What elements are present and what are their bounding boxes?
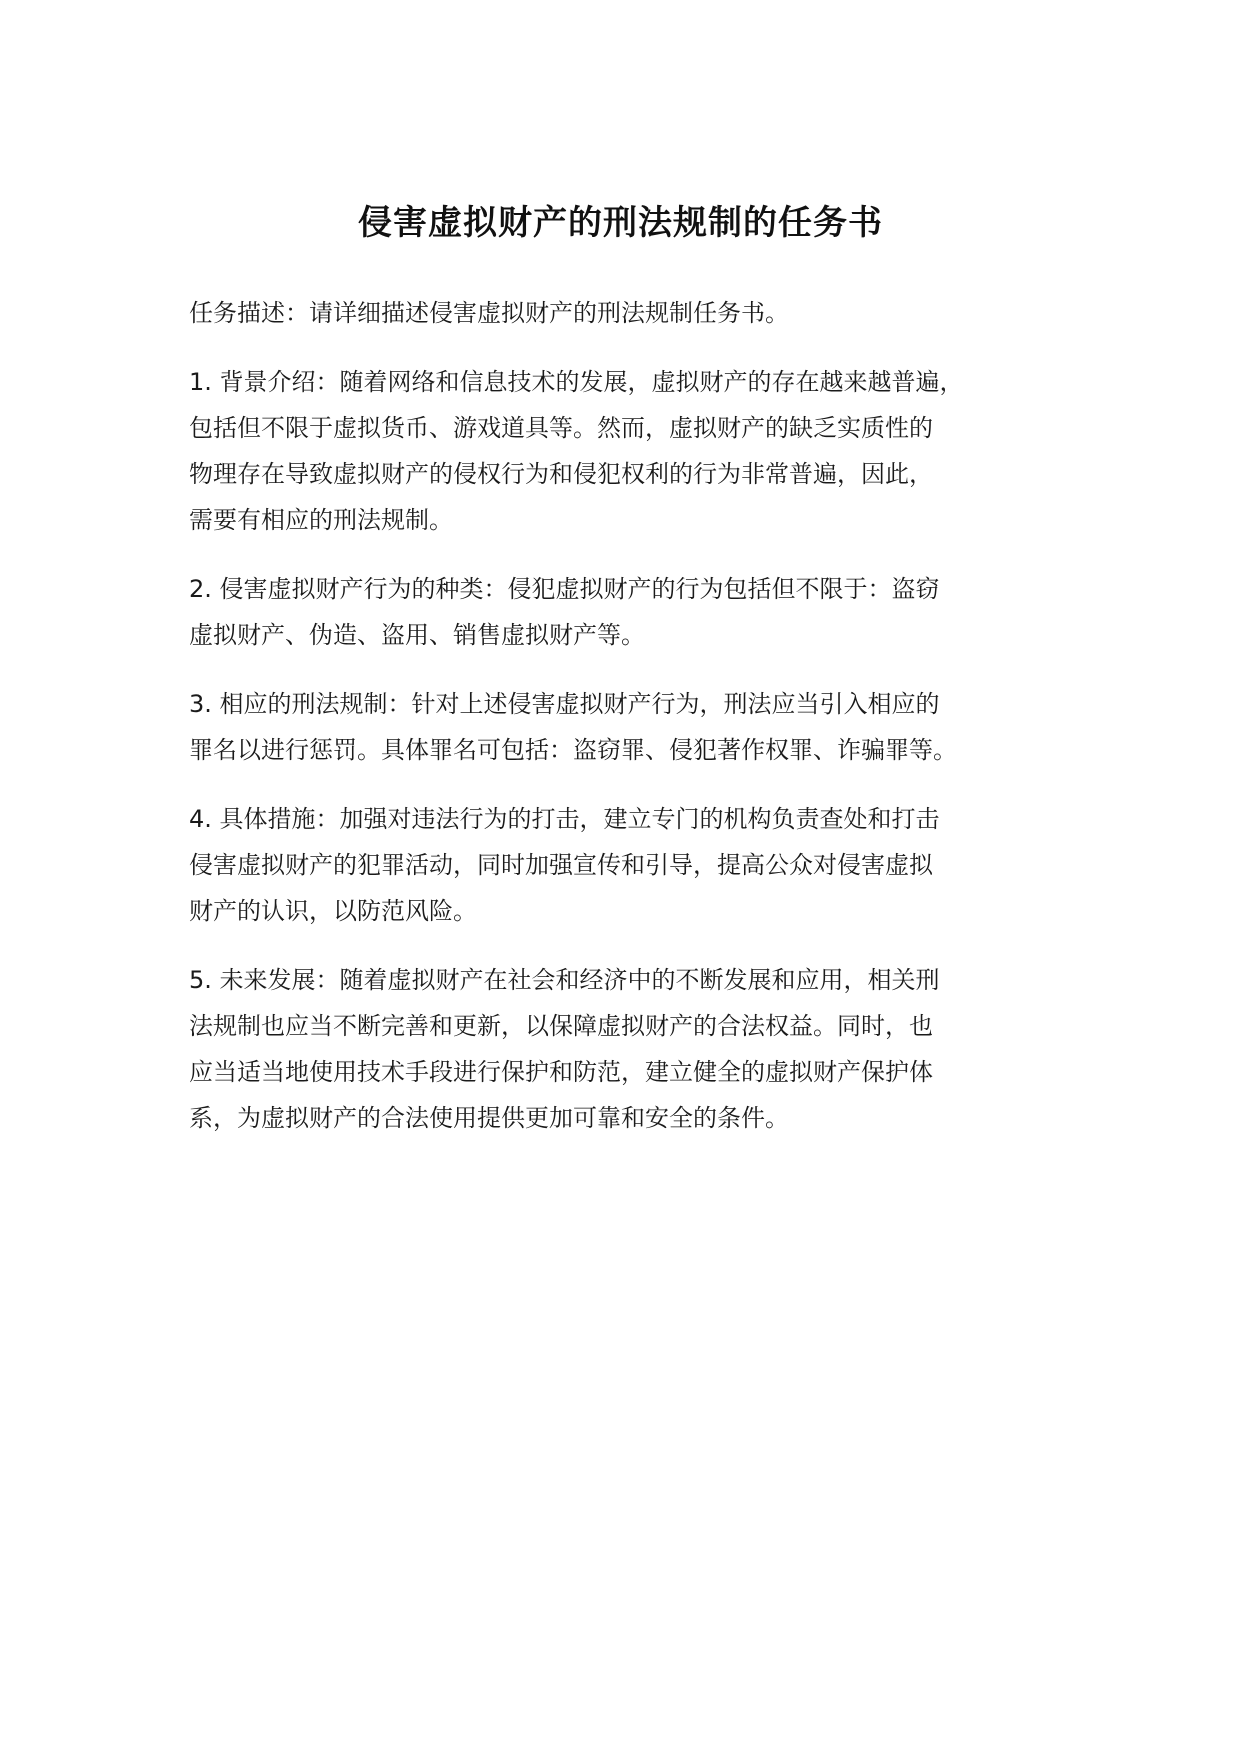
paragraph-line: 系，为虚拟财产的合法使用提供更加可靠和安全的条件。 — [189, 1104, 789, 1132]
paragraph-line: 1. 背景介绍：随着网络和信息技术的发展，虚拟财产的存在越来越普遍， — [189, 368, 964, 396]
paragraph-line: 财产的认识，以防范风险。 — [189, 897, 477, 925]
paragraph-line: 罪名以进行惩罚。具体罪名可包括：盗窃罪、侵犯著作权罪、诈骗罪等。 — [189, 736, 957, 764]
document-title: 侵害虚拟财产的刑法规制的任务书 — [358, 202, 883, 243]
paragraph-background — [189, 359, 1089, 543]
paragraph-future-development — [189, 957, 1089, 1141]
paragraph-line: 3. 相应的刑法规制：针对上述侵害虚拟财产行为，刑法应当引入相应的 — [189, 690, 940, 718]
paragraph-line: 2. 侵害虚拟财产行为的种类：侵犯虚拟财产的行为包括但不限于：盗窃 — [189, 575, 940, 603]
paragraph-line: 物理存在导致虚拟财产的侵权行为和侵犯权利的行为非常普遍，因此， — [189, 460, 933, 488]
paragraph-line: 任务描述：请详细描述侵害虚拟财产的刑法规制任务书。 — [189, 299, 789, 327]
paragraph-line: 虚拟财产、伪造、盗用、销售虚拟财产等。 — [189, 621, 645, 649]
paragraph-line: 需要有相应的刑法规制。 — [189, 506, 453, 534]
paragraph-task-description — [189, 290, 1089, 336]
paragraph-line: 4. 具体措施：加强对违法行为的打击，建立专门的机构负责查处和打击 — [189, 805, 940, 833]
paragraph-line: 应当适当地使用技术手段进行保护和防范，建立健全的虚拟财产保护体 — [189, 1058, 933, 1086]
paragraph-line: 包括但不限于虚拟货币、游戏道具等。然而，虚拟财产的缺乏实质性的 — [189, 414, 933, 442]
paragraph-line: 5. 未来发展：随着虚拟财产在社会和经济中的不断发展和应用，相关刑 — [189, 966, 940, 994]
paragraph-line: 法规制也应当不断完善和更新，以保障虚拟财产的合法权益。同时，也 — [189, 1012, 933, 1040]
paragraph-behavior-types — [189, 566, 1089, 658]
paragraph-specific-measures — [189, 796, 1089, 934]
paragraph-criminal-regulation — [189, 681, 1089, 773]
document-body — [189, 290, 1089, 1164]
paragraph-line: 侵害虚拟财产的犯罪活动，同时加强宣传和引导，提高公众对侵害虚拟 — [189, 851, 933, 879]
